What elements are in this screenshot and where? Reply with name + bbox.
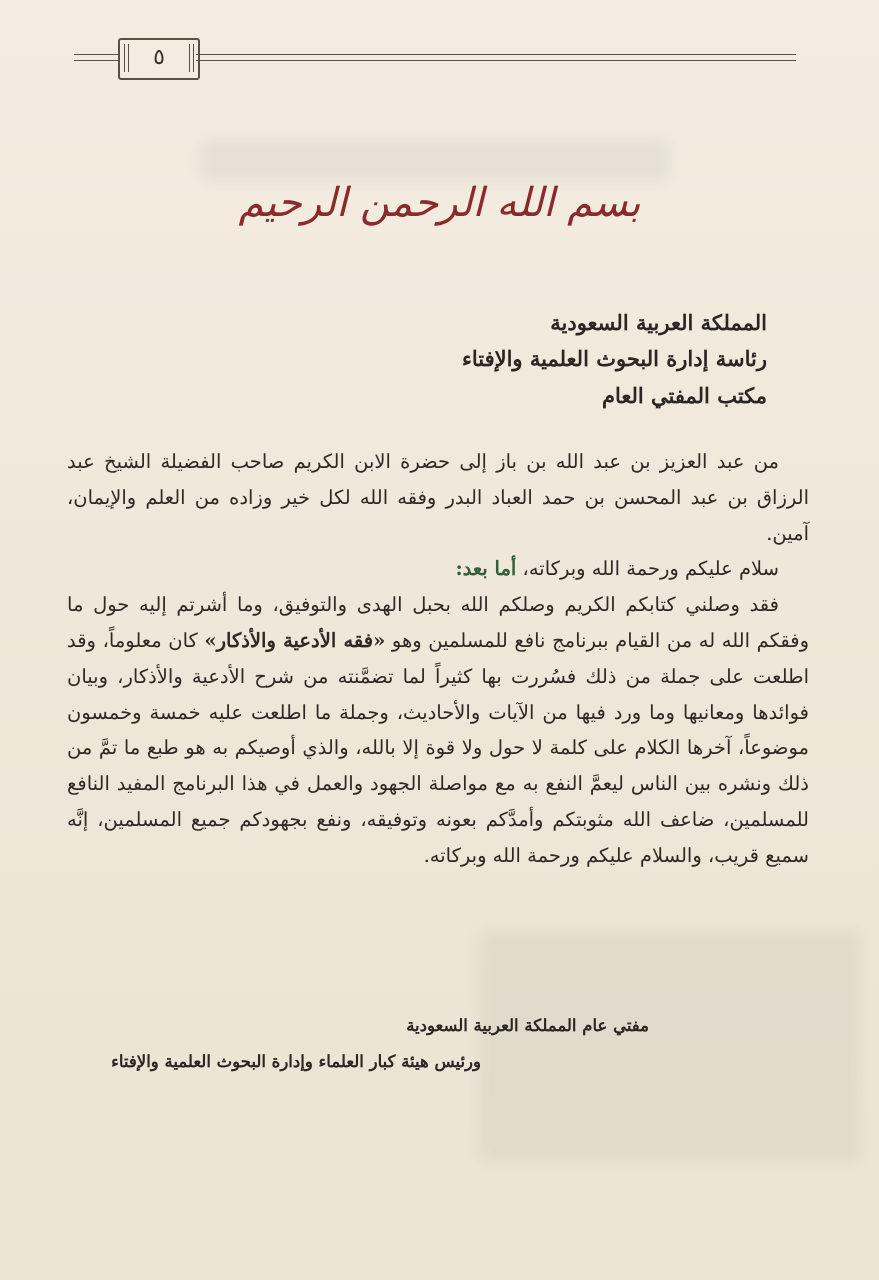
page-number: ٥ [153,45,165,70]
signature-subtitle: ورئيس هيئة كبار العلماء وإدارة البحوث العلمية والإفتاء [111,1052,481,1071]
letter-greeting [67,551,809,587]
letterhead-country: المملكة العربية السعودية [550,310,767,335]
letter-opening: من عبد العزيز بن عبد الله بن باز إلى حضرة الابن الكريم صاحب الفضيلة الشيخ عبد الرزاق بن عبد المحسن بن حمد العباد البدر وفقه الله لكل خير وزاده من العلم والإيمان، آمين. [67,450,809,545]
letterhead-office: مكتب المفتي العام [601,383,767,408]
body-part-1: فقد وصلني كتابكم الكريم وصلكم الله بحبل الهدى والتوفيق، وما أشرتم إليه حول ما وفقكم الله له من القيام ببرنامج نافع للمسلمين وهو [67,593,809,652]
letter-body [67,444,809,874]
letterhead-presidency: رئاسة إدارة البحوث العلمية والإفتاء [461,346,767,371]
header-rule-left [74,54,118,61]
letter-main-paragraph [67,587,809,873]
header-rule-right [196,54,796,61]
body-part-2: كان معلوماً، وقد اطلعت على جملة من ذلك فسُررت بها كثيراً لما تضمَّنته من شرح الأدعية والأذكار، وبيان فوائدها ومعانيها وما ورد فيها من الآيات والأحاديث، وجملة ما اطلعت عليه خمسة وخمسون موضوعاً، آخرها الكلام على كلمة لا حول ولا قوة إلا بالله، والذي أوصيكم به هو طبع ما تمَّ من ذلك ونشره بين الناس ليعمَّ النفع به مع مواصلة الجهود والعمل في هذا البرنامج المفيد النافع للمسلمين، ضاعف الله مثوبتكم وأمدَّكم بعونه وتوفيقه، ونفع بجهودكم جميع المسلمين، إنَّه سميع قريب، والسلام عليكم ورحمة الله وبركاته. [67,628,809,867]
bleed-through [480,930,860,1160]
ama-bad-heading: أما بعد: [455,557,517,581]
signature-title: مفتي عام المملكة العربية السعودية [406,1016,649,1035]
book-title: «فقه الأدعية والأذكار» [204,628,386,652]
page-header [74,38,796,82]
bleed-through [200,140,670,180]
basmala-calligraphy: بسم الله الرحمن الرحيم [238,180,641,226]
page-number-box [118,38,200,80]
greeting-text: سلام عليكم ورحمة الله وبركاته، [516,557,779,581]
